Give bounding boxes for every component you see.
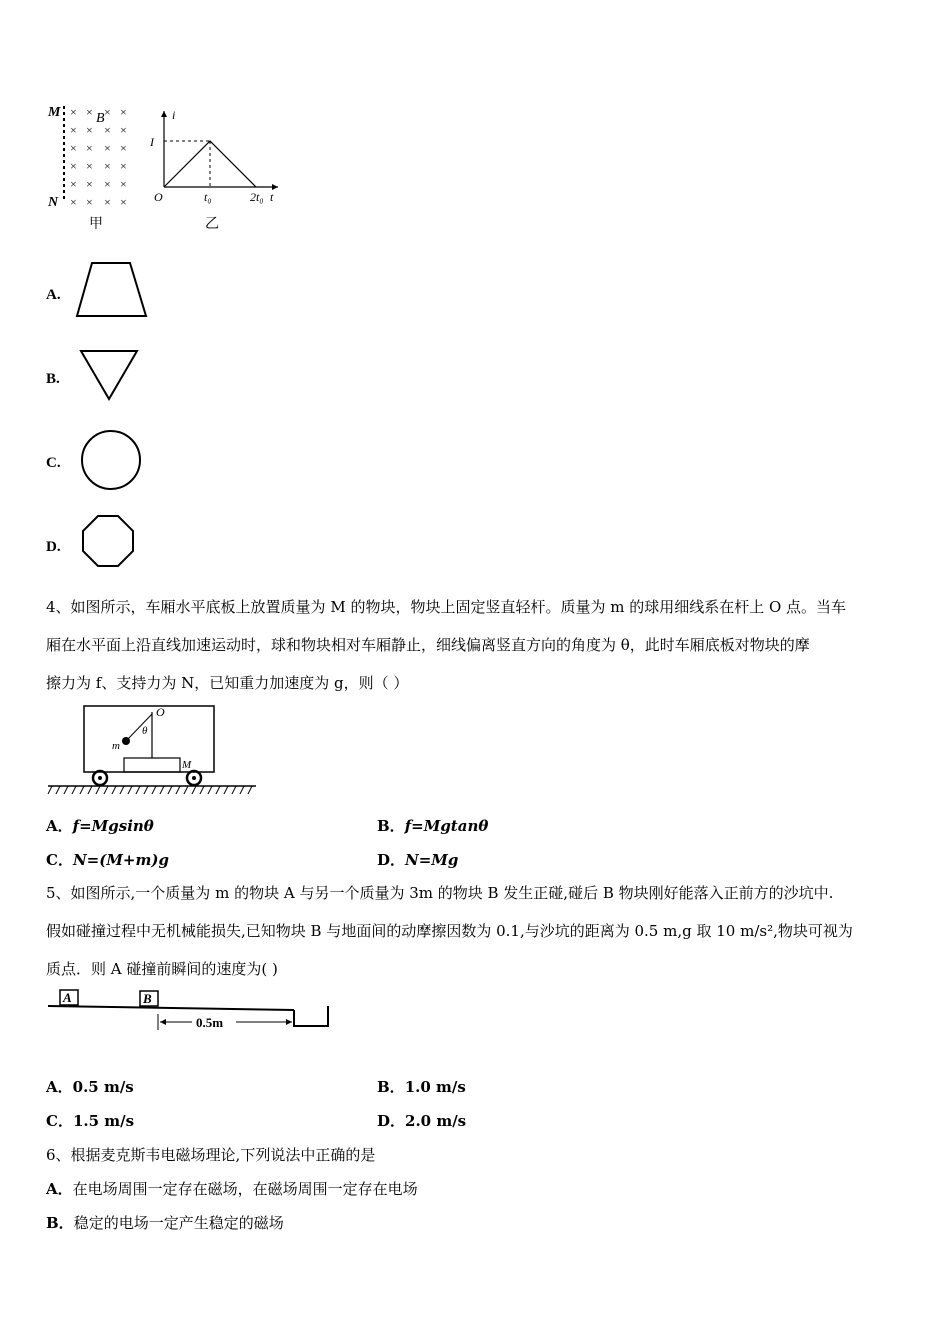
label-M: M [182,759,192,771]
q4-option-b [377,816,488,836]
svg-text:×: × [104,123,111,137]
q6-option-a [46,1179,418,1199]
label-theta: θ [142,725,148,737]
q4-option-a [46,816,154,836]
q5-option-d-text: 2.0 m/s [405,1112,467,1130]
q5-stem [46,874,906,988]
svg-text:×: × [104,195,111,209]
q4-option-c [46,850,169,870]
q5-option-c [46,1111,134,1131]
svg-text:×: × [86,159,93,173]
ball [122,737,130,745]
q3-option-c-label: C. [46,455,61,471]
q5-stem-line-1: 5、如图所示,一个质量为 m 的物块 A 与另一个质量为 3m 的物块 B 发生正碰,碰后 B 物块刚好能落入正前方的沙坑中. [46,884,834,902]
q6-option-b-text: 稳定的电场一定产生稳定的磁场 [73,1214,284,1232]
q4-option-a-label: A． [46,817,73,835]
block-B-label: B [143,991,152,1006]
block-A-label: A [63,990,72,1005]
svg-text:×: × [120,123,127,137]
svg-text:×: × [104,177,111,191]
q5-option-c-label: C． [46,1112,73,1130]
q5-option-b-text: 1.0 m/s [404,1078,466,1096]
svg-text:×: × [120,177,127,191]
q4-option-c-text: N=(M+m)g [72,851,169,869]
q6-stem: 6、根据麦克斯韦电磁场理论,下列说法中正确的是 [46,1146,376,1164]
q4-option-b-text: f=Mgtanθ [404,817,489,835]
svg-text:×: × [120,105,127,119]
q5-option-b [377,1077,466,1097]
svg-text:×: × [120,195,127,209]
q3-option-d-label: D. [46,539,61,555]
tick-label-t0: t₀ [204,190,212,204]
svg-text:×: × [70,195,77,209]
fig-label-yi: 乙 [205,216,219,232]
q5-option-d-label: D． [377,1112,406,1130]
q5-stem-line-2: 假如碰撞过程中无机械能损失,已知物块 B 与地面间的动摩擦因数为 0.1,与沙坑的距离为 0.5 m,g 取 10 m/s²,物块可视为 [46,922,853,940]
q4-option-d [377,850,458,870]
sand-pit-figure [46,984,336,1040]
svg-text:×: × [104,105,111,119]
q4-stem-line-2: 厢在水平面上沿直线加速运动时，球和物块相对车厢静止，细线偏离竖直方向的角度为 θ，此时车厢底板对物块的摩 [46,636,810,654]
q4-option-d-text: N=Mg [405,851,459,869]
svg-text:×: × [86,141,93,155]
octagon-icon [80,513,136,569]
circle-icon [79,428,143,492]
svg-text:×: × [86,105,93,119]
svg-text:×: × [70,141,77,155]
svg-text:×: × [70,159,77,173]
distance-label: 0.5m [196,1015,224,1030]
q5-stem-line-3: 质点．则 A 碰撞前瞬间的速度为( ) [46,960,278,978]
label-m: m [112,740,120,752]
q6-option-a-label: A． [46,1180,73,1198]
fig-label-jia: 甲 [89,216,103,232]
q4-stem [46,588,906,702]
q5-option-a-text: 0.5 m/s [72,1078,134,1096]
q5-option-a [46,1077,134,1097]
svg-text:×: × [70,177,77,191]
peak-label-I: I [150,135,154,149]
axis-label-t: t [270,190,274,204]
q6-option-b-label: B． [46,1214,74,1232]
axis-label-i: i [172,108,176,122]
svg-text:×: × [86,123,93,137]
carriage-figure [46,700,261,800]
svg-text:×: × [120,159,127,173]
origin-label: O [154,190,163,204]
q4-stem-line-3: 擦力为 f、支持力为 N，已知重力加速度为 g，则（ ） [46,674,409,692]
q4-option-b-label: B． [377,817,405,835]
current-time-graph [150,105,285,210]
svg-text:×: × [86,177,93,191]
svg-text:×: × [70,123,77,137]
svg-text:×: × [104,141,111,155]
q5-option-d [377,1111,466,1131]
label-N: N [48,195,59,210]
q5-option-b-label: B． [377,1078,405,1096]
svg-text:×: × [86,195,93,209]
q5-option-c-text: 1.5 m/s [72,1112,135,1130]
q5-option-a-label: A． [46,1078,73,1096]
svg-text:×: × [120,141,127,155]
q6-option-b [46,1213,284,1233]
label-B: B [96,111,105,126]
svg-text:×: × [104,159,111,173]
q4-stem-line-1: 4、如图所示，车厢水平底板上放置质量为 M 的物块，物块上固定竖直轻杆。质量为 m 的球用细线系在杆上 O 点。当车 [46,598,847,616]
label-O: O [156,705,165,719]
inverted-triangle-icon [78,347,140,403]
q3-option-a-label: A. [46,287,61,303]
q4-option-a-text: f=Mgsinθ [72,817,154,835]
q4-option-d-label: D． [377,851,406,869]
tick-label-2t0: 2t₀ [250,190,264,204]
q4-option-c-label: C． [46,851,73,869]
trapezoid-icon [74,260,150,320]
q6-option-a-text: 在电场周围一定存在磁场，在磁场周围一定存在电场 [72,1180,418,1198]
label-M: M [48,105,61,120]
q3-option-b-label: B. [46,371,60,387]
svg-text:×: × [70,105,77,119]
magnetic-field-figure [46,100,146,210]
